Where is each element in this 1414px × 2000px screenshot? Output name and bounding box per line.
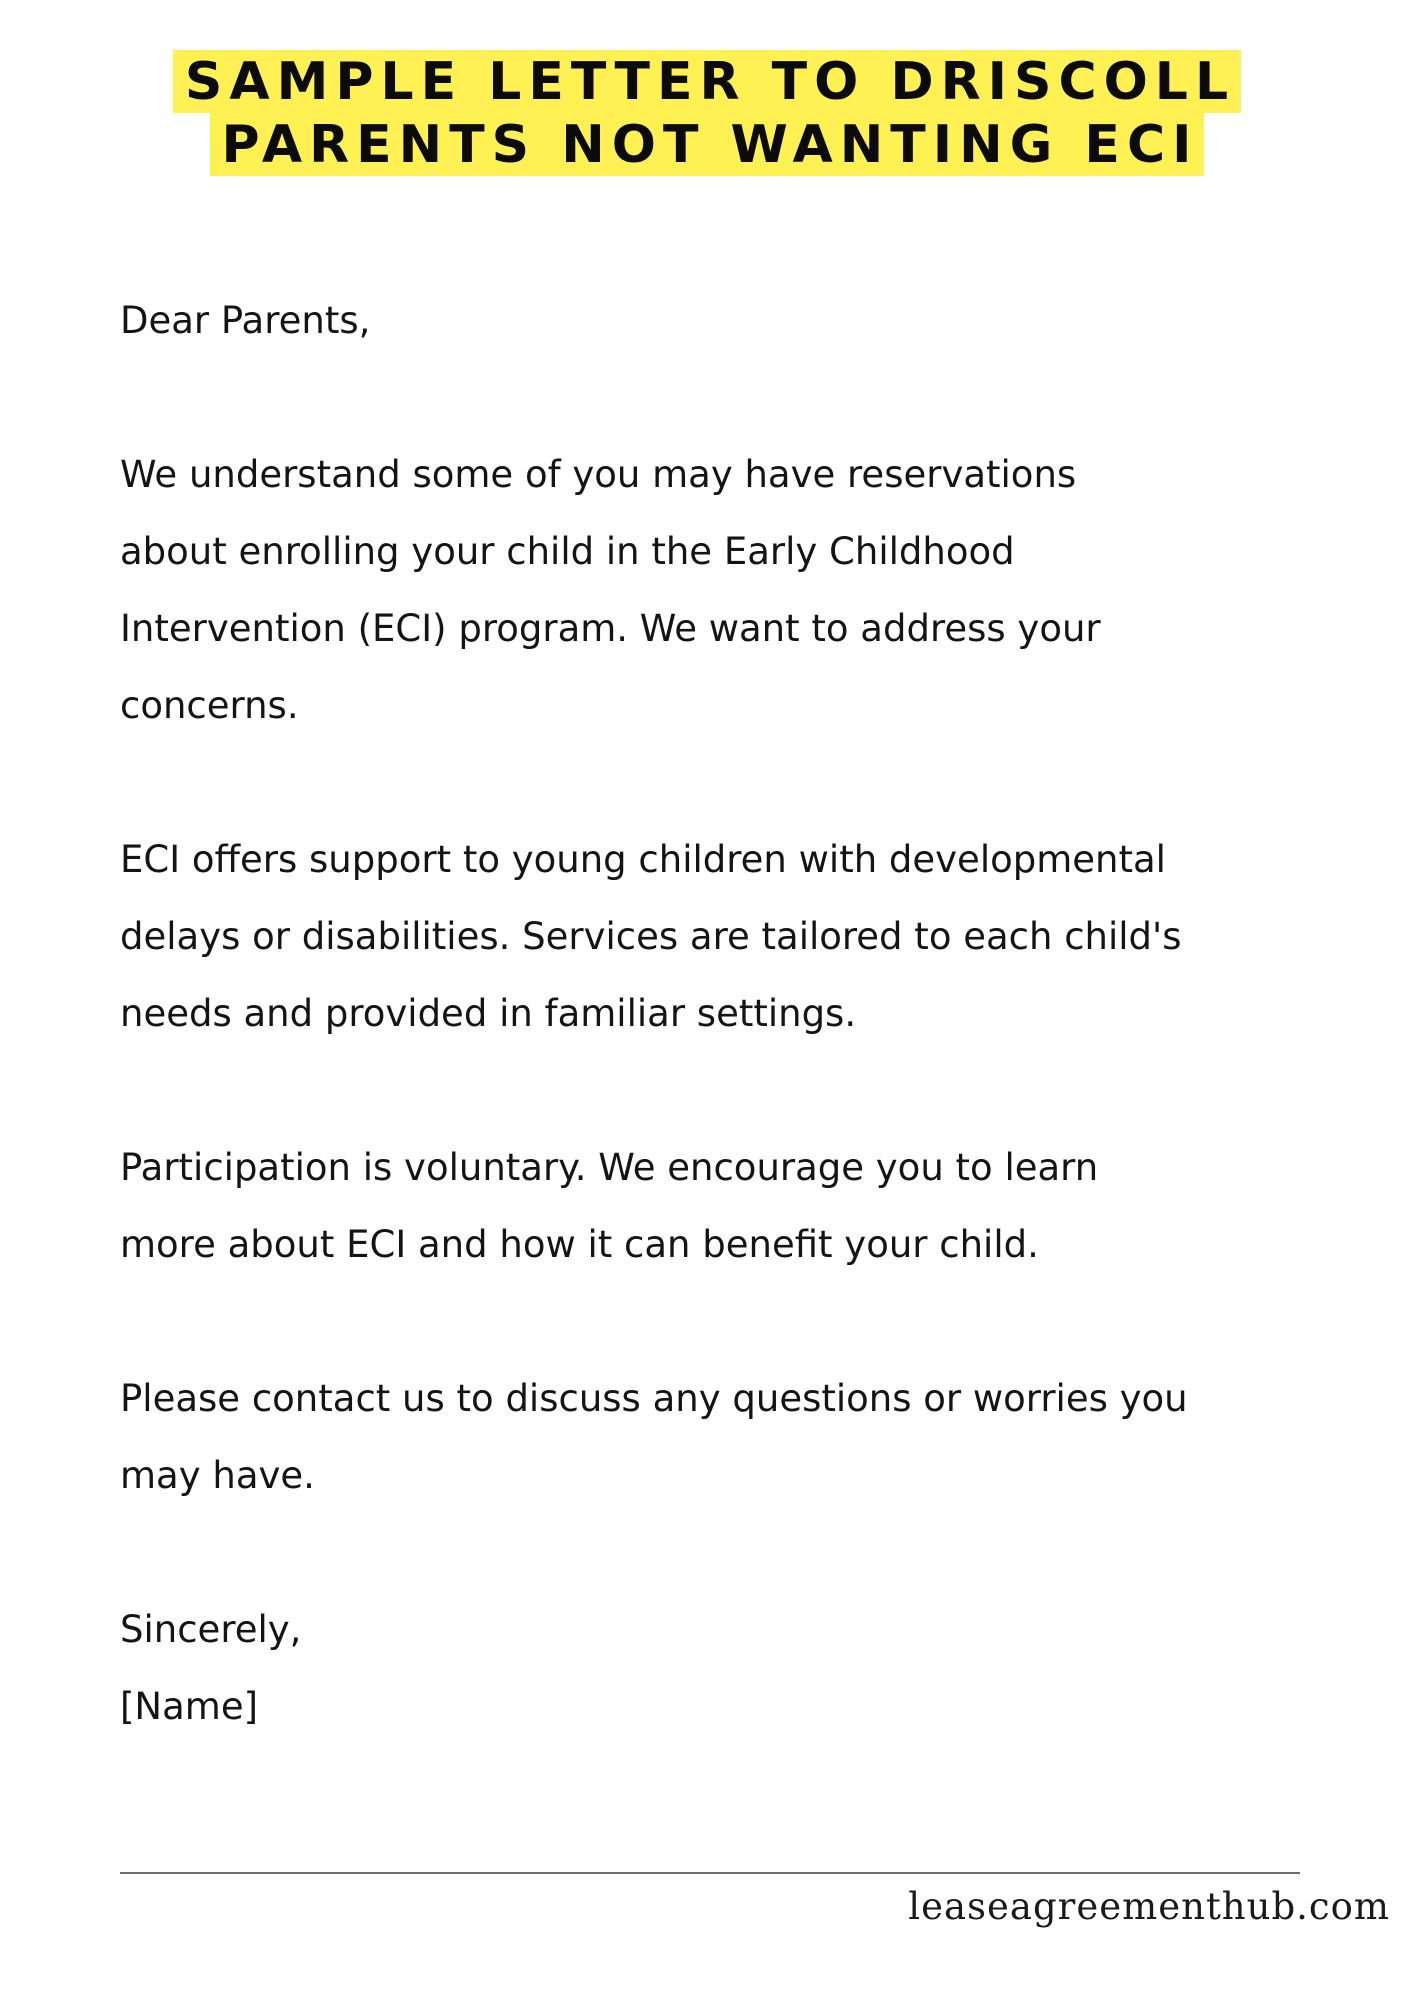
title-line-1: SAMPLE LETTER TO DRISCOLL bbox=[173, 50, 1241, 113]
document-title bbox=[0, 50, 1414, 176]
signature: [Name] bbox=[120, 1685, 259, 1728]
footer-website: leaseagreementhub.com bbox=[908, 1885, 1390, 1928]
paragraph-1: We understand some of you may have reservations about enrolling your child in the Early Childhood Intervention (ECI) program. We want to address your concerns. bbox=[120, 453, 1101, 727]
closing: Sincerely, bbox=[120, 1608, 302, 1651]
salutation: Dear Parents, bbox=[120, 299, 371, 342]
paragraph-4: Please contact us to discuss any questions or worries you may have. bbox=[120, 1377, 1188, 1497]
closing-block bbox=[120, 1591, 1340, 1745]
letter-body bbox=[120, 282, 1340, 1745]
title-line-2: PARENTS NOT WANTING ECI bbox=[210, 113, 1205, 176]
paragraph-3: Participation is voluntary. We encourage you to learn more about ECI and how it can benefit your child. bbox=[120, 1146, 1099, 1266]
paragraph-2: ECI offers support to young children with developmental delays or disabilities. Services are tailored to each child's needs and provided in familiar settings. bbox=[120, 838, 1182, 1035]
footer-divider bbox=[120, 1872, 1300, 1874]
